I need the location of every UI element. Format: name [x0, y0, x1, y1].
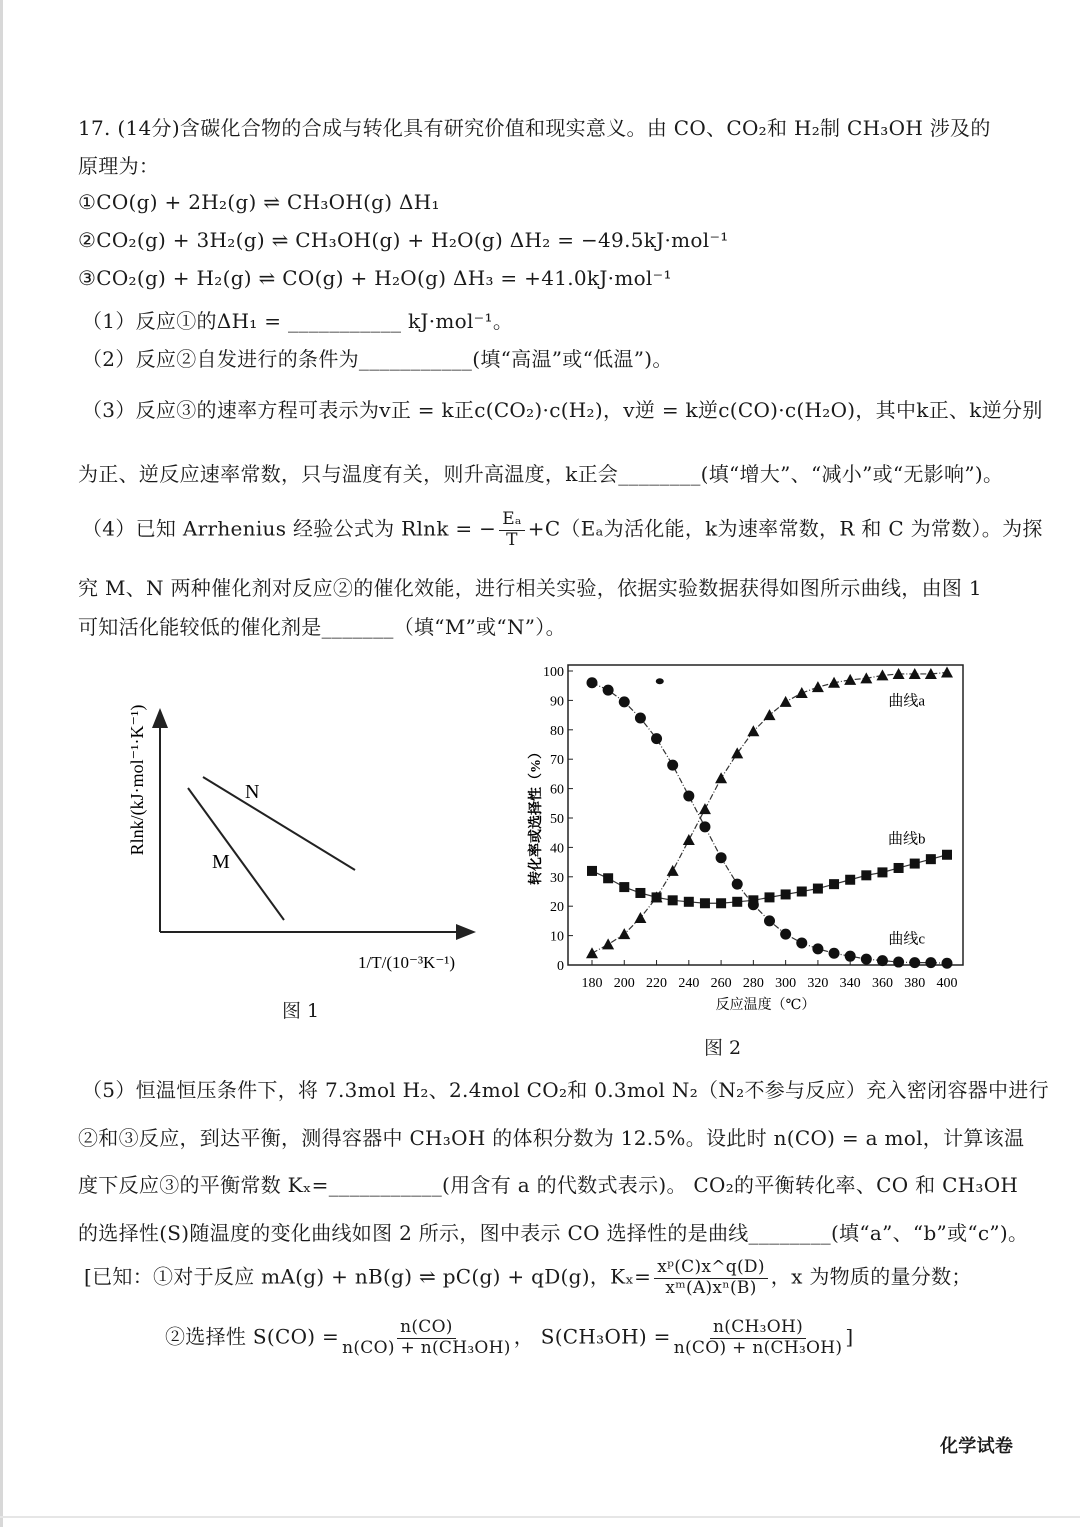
part-1: （1）反应①的ΔH₁ = ___________ kJ·mol⁻¹。	[82, 309, 514, 333]
y-tick-label: 40	[550, 841, 564, 857]
point-triangle	[844, 674, 856, 685]
part-4-line2: 究 M、N 两种催化剂对反应②的催化效能，进行相关实验，依据实验数据获得如图所示曲线，由图 1	[78, 576, 982, 600]
known-2-end: ]	[845, 1324, 854, 1349]
figure-1	[100, 680, 500, 1000]
x-tick-label: 240	[678, 976, 700, 991]
point-square	[942, 850, 952, 860]
point-circle	[619, 696, 630, 707]
label-n: N	[245, 781, 260, 803]
point-square	[797, 887, 807, 897]
part-5-line2: ②和③反应，到达平衡，测得容器中 CH₃OH 的体积分数为 12.5%。设此时 n(CO) = a mol，计算该温	[78, 1126, 1025, 1150]
x-tick-label: 200	[613, 976, 635, 991]
point-triangle	[683, 834, 695, 845]
fraction-denominator: T	[506, 529, 518, 550]
point-triangle	[941, 666, 953, 677]
point-circle	[812, 943, 823, 954]
reaction-1: ①CO(g) + 2H₂(g) ⇌ CH₃OH(g) ΔH₁	[78, 190, 440, 214]
known-1	[84, 1258, 972, 1298]
stray-dot	[656, 678, 664, 684]
page-footer: 化学试卷	[940, 1436, 1014, 1457]
series-label: 曲线b	[887, 831, 926, 848]
point-square	[619, 882, 629, 892]
x-tick-label: 360	[871, 976, 893, 991]
y-tick-label: 60	[550, 782, 564, 798]
series-label: 曲线a	[888, 693, 926, 710]
fraction-numerator: n(CO)	[397, 1318, 456, 1339]
point-circle	[845, 951, 856, 962]
point-circle	[909, 957, 920, 968]
part-3-line2: 为正、逆反应速率常数，只与温度有关，则升高温度，k正会________(填“增大”、“减小”或“无影响”)。	[78, 462, 1004, 486]
y-tick-label: 0	[557, 959, 564, 974]
point-circle	[603, 685, 614, 696]
s-ch3oh-fraction	[674, 1318, 843, 1358]
page-edge	[0, 0, 3, 1527]
point-square	[652, 892, 662, 902]
point-square	[781, 889, 791, 899]
x-tick-label: 180	[581, 976, 603, 991]
part-3-line1: （3）反应③的速率方程可表示为v正 = k正c(CO₂)·c(H₂)，v逆 = k逆c(CO)·c(H₂O)，其中k正、k逆分别	[82, 398, 1043, 422]
point-circle	[683, 790, 694, 801]
reaction-3: ③CO₂(g) + H₂(g) ⇌ CO(g) + H₂O(g) ΔH₃ = +41.0kJ·mol⁻¹	[78, 266, 672, 290]
kx-fraction	[654, 1258, 768, 1298]
point-circle	[732, 879, 743, 890]
point-circle	[861, 954, 872, 965]
point-square	[845, 875, 855, 885]
point-square	[910, 859, 920, 869]
point-square	[732, 897, 742, 907]
point-square	[684, 897, 694, 907]
point-square	[829, 879, 839, 889]
point-circle	[651, 733, 662, 744]
x-axis-label: 反应温度（℃）	[715, 998, 816, 1013]
point-triangle	[602, 938, 614, 949]
figure-2-chart	[520, 655, 980, 1020]
point-circle	[667, 760, 678, 771]
point-triangle	[715, 772, 727, 783]
point-square	[668, 895, 678, 905]
point-circle	[893, 957, 904, 968]
x-tick-label: 220	[646, 976, 668, 991]
point-circle	[796, 937, 807, 948]
x-tick-label: 300	[775, 976, 797, 991]
point-square	[700, 898, 710, 908]
point-triangle	[876, 669, 888, 680]
known-2-text: ②选择性 S(CO) =	[165, 1324, 340, 1349]
known-2-text-2: ， S(CH₃OH) =	[513, 1324, 671, 1349]
point-square	[926, 854, 936, 864]
series-label: 曲线c	[888, 931, 926, 948]
y-tick-label: 10	[550, 929, 564, 945]
x-tick-label: 380	[904, 976, 926, 991]
point-triangle	[634, 912, 646, 923]
point-circle	[925, 957, 936, 968]
question-intro: 原理为：	[78, 154, 160, 178]
point-triangle	[780, 696, 792, 707]
part-4-text: （4）已知 Arrhenius 经验公式为 Rlnk = −	[82, 516, 497, 541]
y-tick-label: 50	[550, 812, 564, 827]
point-square	[894, 863, 904, 873]
reaction-2: ②CO₂(g) + 3H₂(g) ⇌ CH₃OH(g) + H₂O(g) ΔH₂ = −49.5kJ·mol⁻¹	[78, 228, 729, 252]
point-circle	[716, 852, 727, 863]
point-circle	[699, 821, 710, 832]
point-square	[716, 898, 726, 908]
y-tick-label: 90	[550, 694, 564, 710]
point-triangle	[586, 947, 598, 958]
point-circle	[780, 929, 791, 940]
known-1-text-2: ，x 为物质的量分数；	[770, 1264, 972, 1289]
x-tick-label: 340	[839, 976, 861, 991]
point-circle	[942, 958, 953, 969]
x-tick-label: 320	[807, 976, 829, 991]
figure-2-caption: 图 2	[704, 1037, 742, 1059]
page-edge-bottom	[0, 1516, 1080, 1518]
fraction-denominator: xᵐ(A)xⁿ(B)	[665, 1277, 757, 1298]
y-tick-label: 30	[550, 870, 564, 886]
line-m	[188, 788, 284, 920]
y-tick-label: 70	[550, 753, 564, 769]
y-axis-label: 转化率或选择性（%）	[529, 745, 544, 885]
known-2	[165, 1318, 853, 1358]
point-triangle	[796, 687, 808, 698]
point-circle	[635, 713, 646, 724]
point-triangle	[618, 928, 630, 939]
part-4-line1	[82, 510, 1043, 550]
point-triangle	[667, 865, 679, 876]
point-square	[861, 870, 871, 880]
point-square	[603, 873, 613, 883]
point-square	[587, 866, 597, 876]
part-5-line3: 度下反应③的平衡常数 Kₓ=___________(用含有 a 的代数式表示)。 CO₂的平衡转化率、CO 和 CH₃OH	[78, 1173, 1019, 1197]
label-m: M	[212, 851, 230, 873]
point-triangle	[731, 747, 743, 758]
fraction-numerator: xᵖ(C)x^q(D)	[654, 1258, 768, 1279]
fraction-numerator: n(CH₃OH)	[710, 1318, 806, 1339]
x-tick-label: 260	[710, 976, 732, 991]
x-axis-label: 1/T/(10⁻³K⁻¹)	[358, 953, 456, 972]
point-square	[765, 892, 775, 902]
point-circle	[764, 915, 775, 926]
y-tick-label: 100	[543, 665, 564, 680]
part-5-line4: 的选择性(S)随温度的变化曲线如图 2 所示，图中表示 CO 选择性的是曲线________(填“a”、“b”或“c”)。	[78, 1221, 1029, 1245]
point-circle	[748, 899, 759, 910]
ea-over-t-fraction	[499, 510, 525, 550]
x-tick-label: 400	[936, 976, 958, 991]
point-square	[877, 867, 887, 877]
fraction-numerator: Eₐ	[499, 510, 525, 531]
s-co-fraction	[342, 1318, 511, 1358]
part-5-line1: （5）恒温恒压条件下，将 7.3mol H₂、2.4mol CO₂和 0.3mol N₂（N₂不参与反应）充入密闭容器中进行	[82, 1078, 1049, 1102]
point-square	[813, 884, 823, 894]
point-triangle	[699, 803, 711, 814]
known-1-text: [已知：①对于反应 mA(g) + nB(g) ⇌ pC(g) + qD(g)，Kₓ=	[84, 1264, 652, 1289]
fraction-denominator: n(CO) + n(CH₃OH)	[673, 1337, 843, 1358]
y-tick-label: 80	[550, 723, 564, 739]
part-2: （2）反应②自发进行的条件为___________(填“高温”或“低温”)。	[82, 347, 673, 371]
y-axis-label: Rlnk/(kJ·mol⁻¹·K⁻¹)	[127, 704, 147, 856]
point-square	[635, 888, 645, 898]
point-triangle	[764, 709, 776, 720]
fraction-denominator: n(CO) + n(CH₃OH)	[342, 1337, 511, 1358]
point-triangle	[747, 725, 759, 736]
x-tick-label: 280	[742, 976, 764, 991]
part-4-line3: 可知活化能较低的催化剂是_______（填“M”或“N”）。	[78, 615, 566, 639]
figure-1-caption: 图 1	[282, 1000, 320, 1022]
point-circle	[587, 677, 598, 688]
y-tick-label: 20	[550, 900, 564, 916]
part-4-text-2: +C（Eₐ为活化能，k为速率常数，R 和 C 为常数）。为探	[527, 516, 1043, 541]
point-circle	[877, 955, 888, 966]
point-triangle	[812, 681, 824, 692]
question-header: 17. (14分)含碳化合物的合成与转化具有研究价值和现实意义。由 CO、CO₂和 H₂制 CH₃OH 涉及的	[78, 116, 991, 140]
point-circle	[829, 948, 840, 959]
